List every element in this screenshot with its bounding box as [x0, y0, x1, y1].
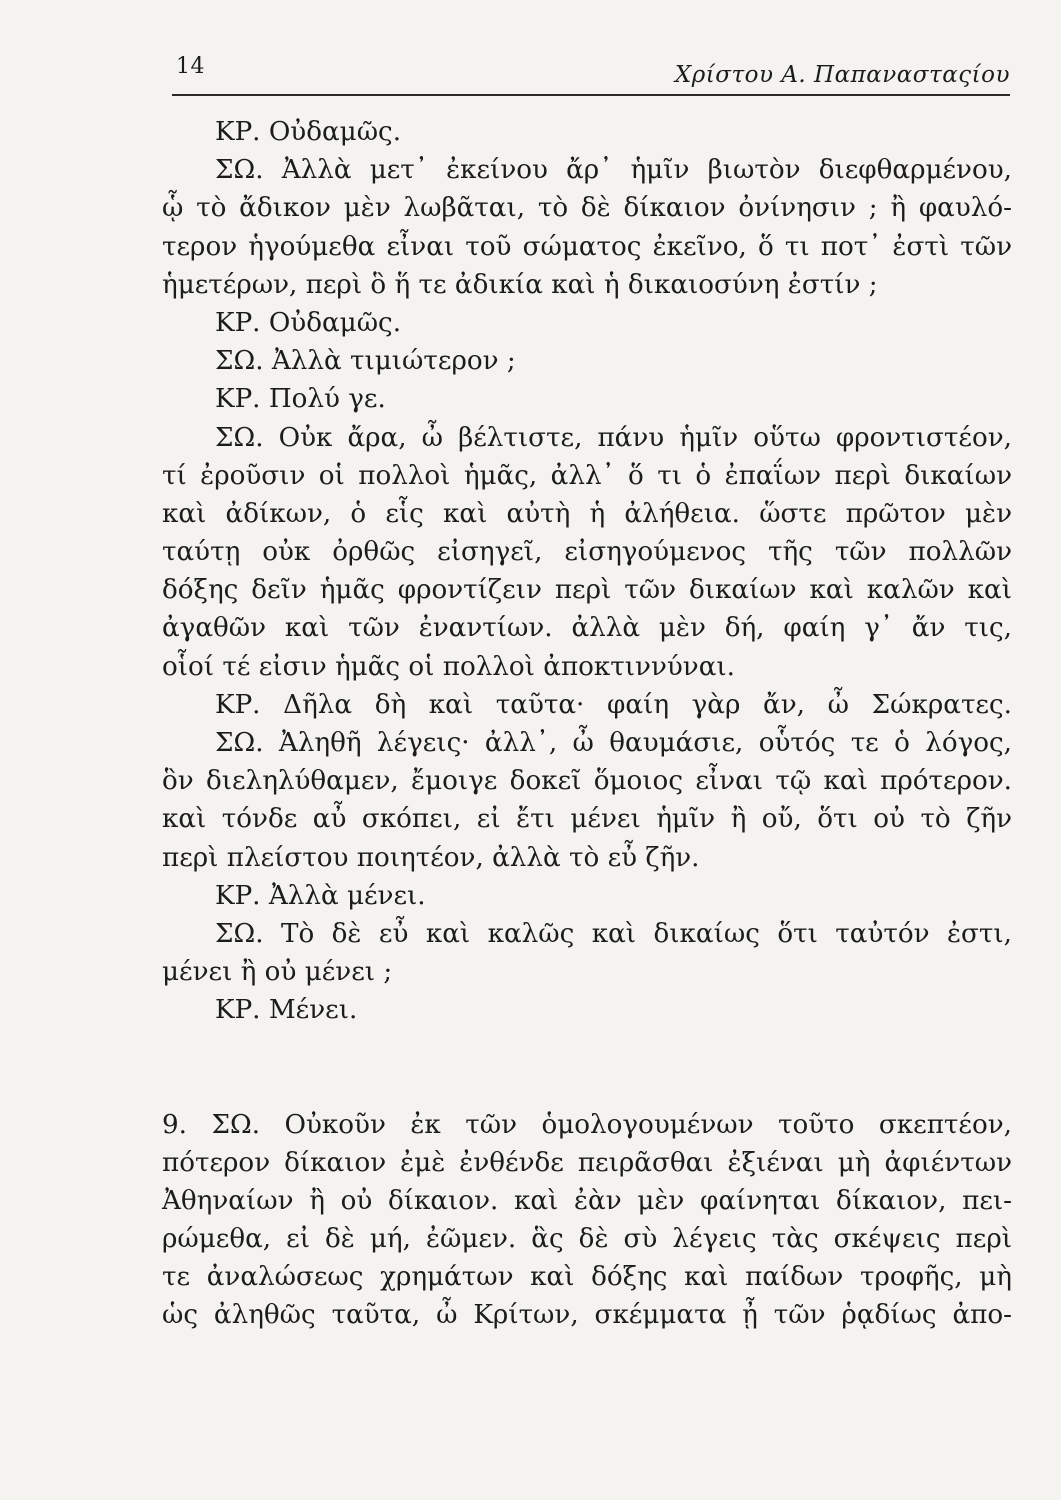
text-line: καὶ ἀδίκων, ὁ εἷς καὶ αὐτὴ ἡ ἀλήθεια. ὥστε πρῶτον μὲν [162, 498, 1012, 529]
dialogue-text [162, 113, 1012, 1335]
text-line: ΚΡ. Οὐδαμῶς. [215, 307, 402, 338]
text-line: περὶ πλείστου ποιητέον, ἀλλὰ τὸ εὖ ζῆν. [162, 842, 700, 873]
text-line: δόξης δεῖν ἡμᾶς φροντίζειν περὶ τῶν δικαίων καὶ καλῶν καὶ [162, 575, 1012, 606]
text-line: ἡμετέρων, περὶ ὃ ἥ τε ἀδικία καὶ ἡ δικαιοσύνη ἐστίν ; [162, 269, 878, 300]
text-line: καὶ τόνδε αὖ σκόπει, εἰ ἔτι μένει ἡμῖν ἢ οὔ, ὅτι οὐ τὸ ζῆν [162, 804, 1012, 835]
text-line: μένει ἢ οὐ μένει ; [162, 957, 393, 988]
text-line: τί ἐροῦσιν οἱ πολλοὶ ἡμᾶς, ἀλλ᾿ ὅ τι ὁ ἐπαΐων περὶ δικαίων [162, 460, 1012, 491]
header-rule [172, 94, 1010, 96]
text-line: οἷοί τέ εἰσιν ἡμᾶς οἱ πολλοὶ ἀποκτιννύναι. [162, 651, 736, 682]
text-line: τερον ἡγούμεθα εἶναι τοῦ σώματος ἐκεῖνο, ὅ τι ποτ᾿ ἐστὶ τῶν [162, 231, 1012, 262]
text-line: πότερον δίκαιον ἐμὲ ἐνθένδε πειρᾶσθαι ἐξιέναι μὴ ἀφιέντων [162, 1147, 1012, 1178]
text-line: ΣΩ. Οὐκ ἄρα, ὦ βέλτιστε, πάνυ ἡμῖν οὕτω φροντιστέον, [215, 422, 1012, 453]
text-line: ΣΩ. Ἀλλὰ τιμιώτερον ; [215, 346, 516, 377]
text-line: ΣΩ. Ἀλλὰ μετ᾿ ἐκείνου ἄρ᾿ ἡμῖν βιωτὸν διεφθαρμένου, [215, 155, 1012, 186]
text-line: ταύτῃ οὐκ ὀρθῶς εἰσηγεῖ, εἰσηγούμενος τῆς τῶν πολλῶν [162, 537, 1012, 568]
text-line: ἀγαθῶν καὶ τῶν ἐναντίων. ἀλλὰ μὲν δή, φαίη γ᾿ ἄν τις, [162, 613, 1012, 644]
text-line: ΚΡ. Ἀλλὰ μένει. [215, 880, 426, 911]
text-line: ρώμεθα, εἰ δὲ μή, ἐῶμεν. ἃς δὲ σὺ λέγεις τὰς σκέψεις περὶ [162, 1224, 1012, 1255]
section-gap [162, 1030, 1012, 1106]
running-head [172, 48, 1010, 94]
text-line: ΣΩ. Τὸ δὲ εὖ καὶ καλῶς καὶ δικαίως ὅτι ταὐτόν ἐστι, [215, 918, 1012, 949]
text-line: Ἀθηναίων ἢ οὐ δίκαιον. καὶ ἐὰν μὲν φαίνηται δίκαιον, πει- [162, 1185, 1012, 1216]
page-number: 14 [176, 54, 205, 79]
text-line: ΚΡ. Μένει. [215, 995, 358, 1026]
text-line: ὃν διεληλύθαμεν, ἔμοιγε δοκεῖ ὅμοιος εἶναι τῷ καὶ πρότερον. [162, 766, 1012, 797]
text-line: ὡς ἀληθῶς ταῦτα, ὦ Κρίτων, σκέμματα ᾖ τῶν ῥᾳδίως ἀπο- [162, 1300, 1012, 1331]
text-line: ΚΡ. Δῆλα δὴ καὶ ταῦτα· φαίη γὰρ ἄν, ὦ Σώκρατες. [215, 689, 1012, 720]
text-line: ΣΩ. Ἀληθῆ λέγεις· ἀλλ᾿, ὦ θαυμάσιε, οὗτός τε ὁ λόγος, [215, 728, 1012, 758]
running-title: Χρίστου Α. Παπανασταςίου [674, 62, 1010, 88]
text-line: 9. ΣΩ. Οὐκοῦν ἐκ τῶν ὁμολογουμένων τοῦτο σκεπτέον, [162, 1109, 1012, 1140]
text-line: τε ἀναλώσεως χρημάτων καὶ δόξης καὶ παίδων τροφῆς, μὴ [162, 1262, 1012, 1293]
text-line: ΚΡ. Πολύ γε. [215, 384, 386, 415]
text-line: ᾧ τὸ ἄδικον μὲν λωβᾶται, τὸ δὲ δίκαιον ὀνίνησιν ; ἢ φαυλό- [162, 193, 1012, 224]
text-line: ΚΡ. Οὐδαμῶς. [215, 117, 402, 147]
